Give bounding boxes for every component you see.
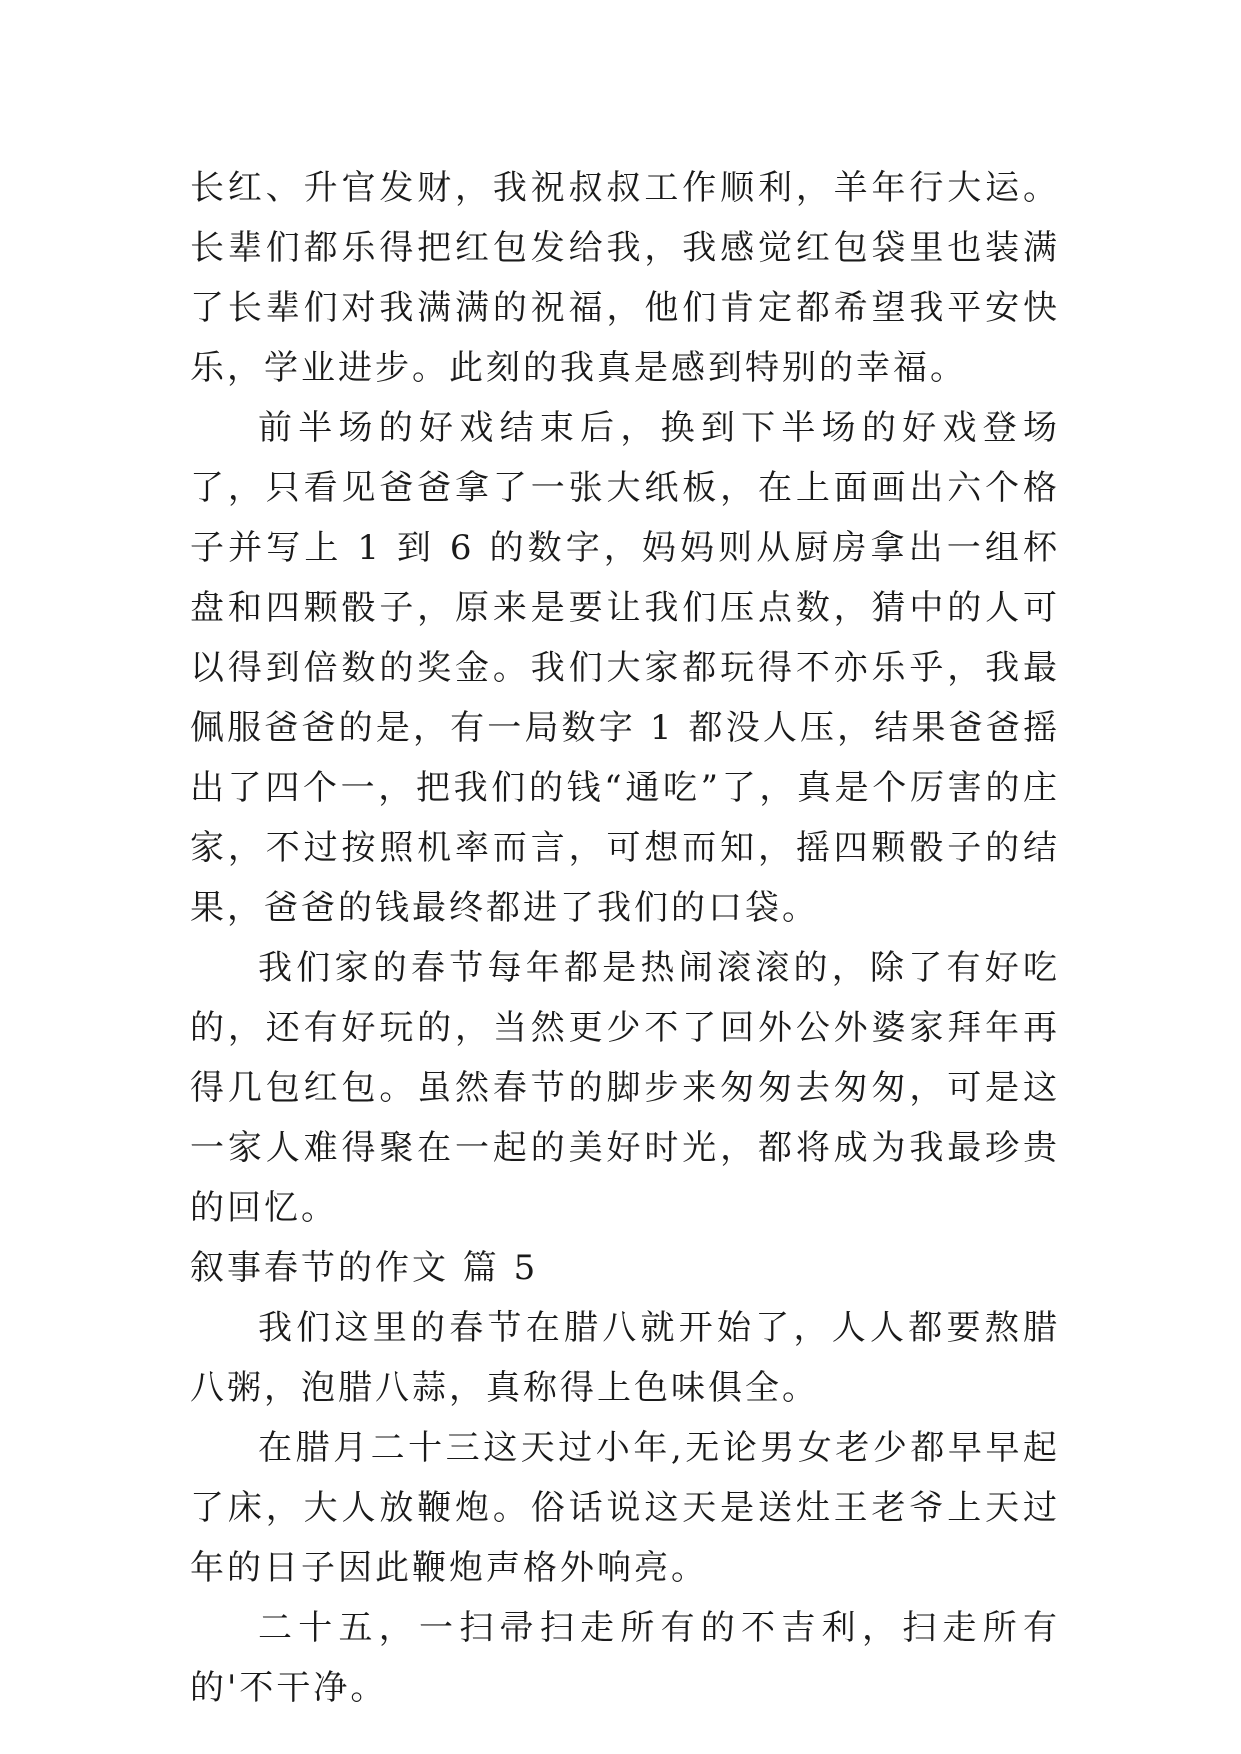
paragraph-continued: 长红、升官发财，我祝叔叔工作顺利，羊年行大运。长辈们都乐得把红包发给我，我感觉红包袋里也装满了长辈们对我满满的祝福，他们肯定都希望我平安快乐，学业进步。此刻的我真是感到特别的幸福。 [190, 168, 1060, 388]
section-title: 叙事春节的作文 篇 5 [190, 1248, 539, 1288]
paragraph-sweeping: 二十五，一扫帚扫走所有的不吉利，扫走所有的'不干净。 [190, 1608, 1060, 1708]
paragraph-laba: 我们这里的春节在腊八就开始了，人人都要熬腊八粥，泡腊八蒜，真称得上色味俱全。 [190, 1308, 1060, 1408]
paragraph-little-new-year: 在腊月二十三这天过小年,无论男女老少都早早起了床，大人放鞭炮。俗话说这天是送灶王老爷上天过年的日子因此鞭炮声格外响亮。 [190, 1428, 1060, 1588]
paragraph-memories: 我们家的春节每年都是热闹滚滚的，除了有好吃的，还有好玩的，当然更少不了回外公外婆家拜年再得几包红包。虽然春节的脚步来匆匆去匆匆，可是这一家人难得聚在一起的美好时光，都将成为我最珍贵的回忆。 [190, 948, 1060, 1228]
paragraph-dice-game: 前半场的好戏结束后，换到下半场的好戏登场了，只看见爸爸拿了一张大纸板，在上面画出六个格子并写上 1 到 6 的数字，妈妈则从厨房拿出一组杯盘和四颗骰子，原来是要让我们压点数，猜中的人可以得到倍数的奖金。我们大家都玩得不亦乐乎，我最佩服爸爸的是，有一局数字 1 都没人压，结果爸爸摇出了四个一，把我们的钱“通吃”了，真是个厉害的庄家，不过按照机率而言，可想而知，摇四颗骰子的结果，爸爸的钱最终都进了我们的口袋。 [190, 408, 1060, 928]
document-body [190, 158, 1060, 1718]
